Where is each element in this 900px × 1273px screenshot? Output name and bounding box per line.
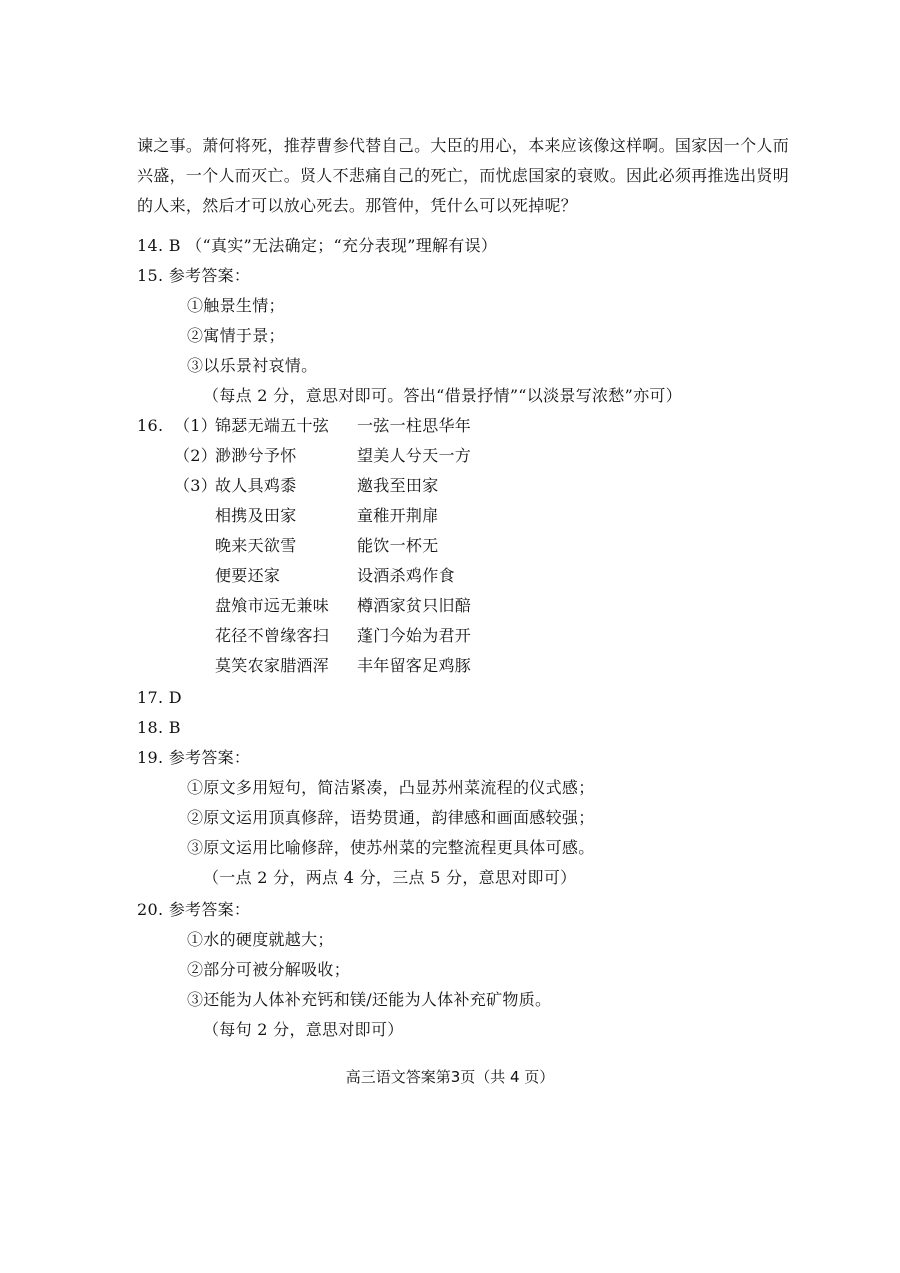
poem-sub-label: （2） xyxy=(174,446,218,465)
poem-row xyxy=(0,656,900,676)
answer-20-item-1: ①水的硬度就越大； xyxy=(187,930,334,949)
poem-line-first: 相携及田家 xyxy=(215,506,297,525)
poem-sub-label: （3） xyxy=(174,476,218,495)
answer-19-title: 19. 参考答案： xyxy=(137,748,251,767)
poem-line-first: 花径不曾缘客扫 xyxy=(215,626,330,645)
poem-line-first: 渺渺兮予怀 xyxy=(215,446,297,465)
poem-row xyxy=(0,626,900,646)
poem-line-second: 童稚开荆扉 xyxy=(357,506,439,525)
poem-line-first: 便要还家 xyxy=(215,566,281,585)
poem-row xyxy=(0,596,900,616)
poem-line-second: 望美人兮天一方 xyxy=(357,446,472,465)
poem-line-first: 晚来天欲雪 xyxy=(215,536,297,555)
answer-18: 18. B xyxy=(137,718,181,737)
answer-20-item-3: ③还能为人体补充钙和镁/还能为人体补充矿物质。 xyxy=(187,990,552,1009)
poem-row xyxy=(0,566,900,586)
poem-line-second: 邀我至田家 xyxy=(357,476,439,495)
poem-line-second: 丰年留客足鸡豚 xyxy=(357,656,472,675)
poem-line-first: 莫笑农家腊酒浑 xyxy=(215,656,330,675)
poem-line-second: 蓬门今始为君开 xyxy=(357,626,472,645)
answer-20-title: 20. 参考答案： xyxy=(137,900,251,919)
answer-19-note: （一点 2 分，两点 4 分，三点 5 分，意思对即可） xyxy=(203,868,577,887)
answer-15-note: （每点 2 分，意思对即可。答出“借景抒情”“以淡景写浓愁”亦可） xyxy=(203,386,682,405)
poem-line-first: 盘飧市远无兼味 xyxy=(215,596,330,615)
poem-row xyxy=(0,416,900,436)
translation-line-3: 的人来，然后才可以放心死去。那管仲，凭什么可以死掉呢？ xyxy=(137,196,578,215)
poem-line-second: 一弦一柱思华年 xyxy=(357,416,472,435)
answer-14: 14. B （“真实”无法确定；“充分表现”理解有误） xyxy=(137,236,498,255)
answer-20-item-2: ②部分可被分解吸收； xyxy=(187,960,351,979)
answer-15-item-2: ②寓情于景； xyxy=(187,326,285,345)
poem-line-first: 故人具鸡黍 xyxy=(215,476,297,495)
poem-row xyxy=(0,476,900,496)
poem-line-first: 锦瑟无端五十弦 xyxy=(215,416,330,435)
answer-15-item-3: ③以乐景衬哀情。 xyxy=(187,356,318,375)
poem-line-second: 樽酒家贫只旧醅 xyxy=(357,596,472,615)
translation-line-2: 兴盛，一个人而灭亡。贤人不悲痛自己的死亡，而忧虑国家的衰败。因此必须再推选出贤明 xyxy=(137,166,790,185)
translation-line-1: 谏之事。萧何将死，推荐曹参代替自己。大臣的用心，本来应该像这样啊。国家因一个人而 xyxy=(137,136,790,155)
poem-row xyxy=(0,506,900,526)
answer-17: 17. D xyxy=(137,688,182,707)
poem-sub-label: （1） xyxy=(174,416,218,435)
answer-19-item-2: ②原文运用顶真修辞，语势贯通，韵律感和画面感较强； xyxy=(187,808,595,827)
poem-line-second: 设酒杀鸡作食 xyxy=(357,566,455,585)
poem-row xyxy=(0,536,900,556)
answer-19-item-1: ①原文多用短句，简洁紧凑，凸显苏州菜流程的仪式感； xyxy=(187,778,595,797)
answer-15-title: 15. 参考答案： xyxy=(137,266,251,285)
answer-15-item-1: ①触景生情； xyxy=(187,296,285,315)
answer-20-note: （每句 2 分，意思对即可） xyxy=(203,1020,404,1039)
answer-16-number: 16. xyxy=(137,416,164,435)
answer-19-item-3: ③原文运用比喻修辞，使苏州菜的完整流程更具体可感。 xyxy=(187,838,595,857)
page-footer: 高三语文答案第3页（共 4 页） xyxy=(345,1068,555,1086)
poem-line-second: 能饮一杯无 xyxy=(357,536,439,555)
poem-row xyxy=(0,446,900,466)
